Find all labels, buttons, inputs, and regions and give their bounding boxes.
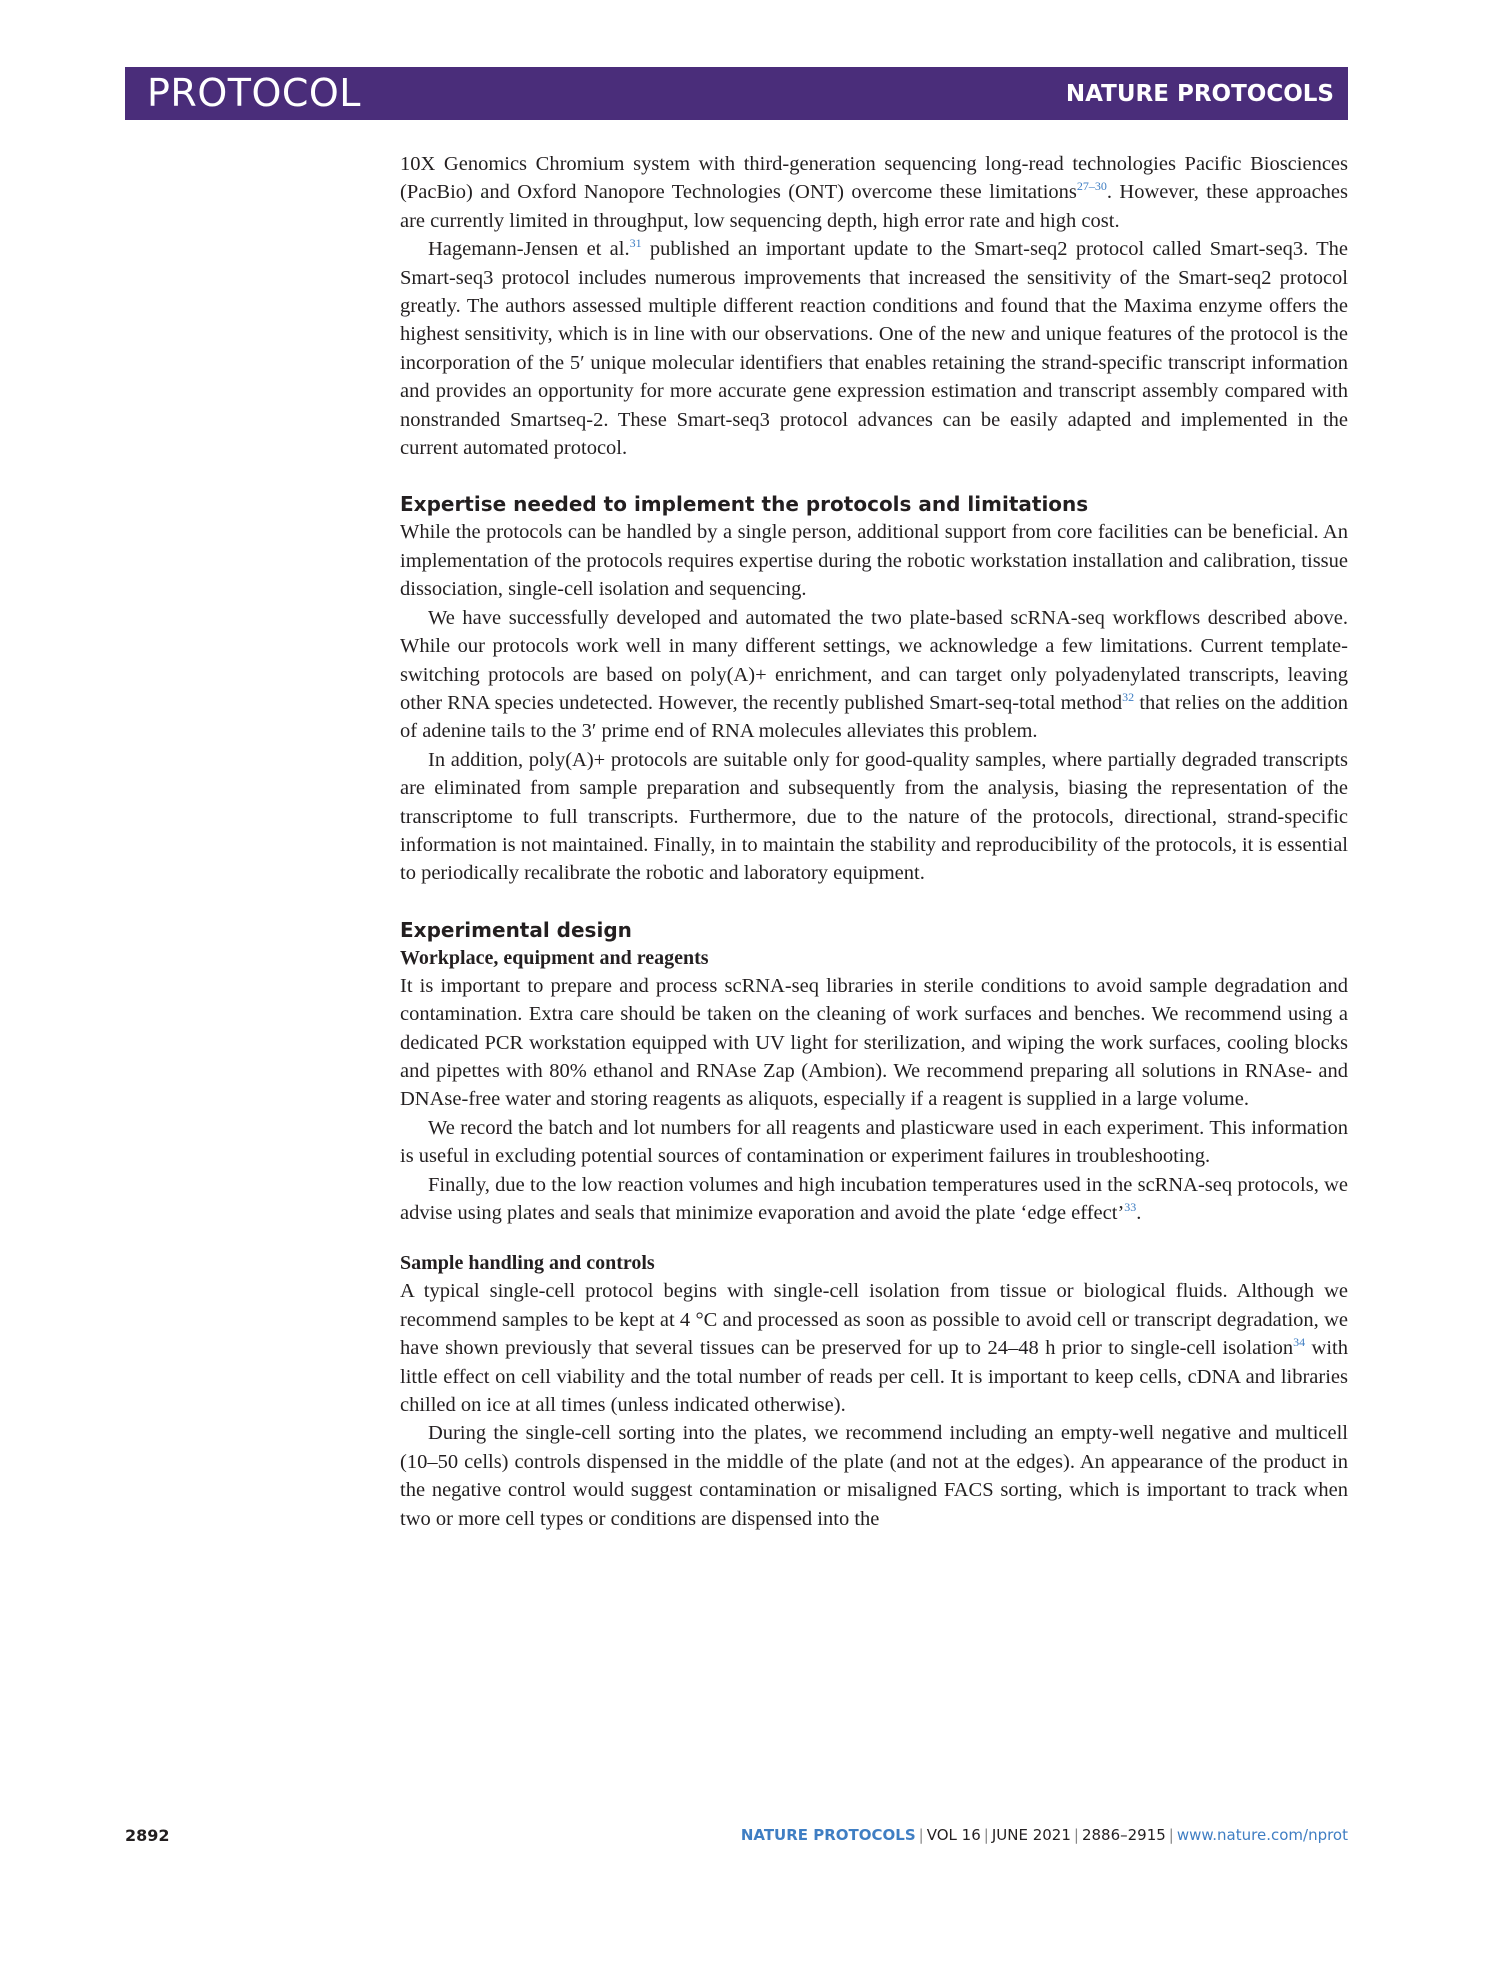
- paragraph-text: .: [1136, 1202, 1142, 1224]
- paragraph-text: published an important update to the Smart-seq2 protocol called Smart-seq3. The Smart-seq3 protocol includes numerous improvements that increased the sensitivity of the Smart-seq2 protocol greatly. The authors assessed multiple different reaction conditions and found that the Maxima enzyme offers the highest sensitivity, which is in line with our observations. One of the new and unique features of the protocol is the incorporation of the 5′ unique molecular identifiers that enables retaining the strand-specific transcript information and provides an opportunity for more accurate gene expression estimation and transcript assembly compared with nonstranded Smartseq-2. These Smart-seq3 protocol advances can be easily adapted and implemented in the current automated protocol.: [400, 238, 1348, 460]
- paragraph-text: . However, these approaches are currently limited in throughput, low sequencing depth, high error rate and high cost.: [400, 181, 1348, 232]
- paragraph: [400, 150, 1348, 235]
- article-body: [400, 150, 1348, 1533]
- paragraph: It is important to prepare and process scRNA-seq libraries in sterile conditions to avoid sample degradation and contamination. Extra care should be taken on the cleaning of work surfaces and benches. We recommend using a dedicated PCR workstation equipped with UV light for sterilization, and wiping the work surfaces, cooling blocks and pipettes with 80% ethanol and RNAse Zap (Ambion). We recommend preparing all solutions in RNAse- and DNAse-free water and storing reagents as aliquots, especially if a reagent is supplied in a large volume.: [400, 974, 1348, 1111]
- journal-url-link[interactable]: www.nature.com/nprot: [1176, 1826, 1348, 1844]
- subsection-heading: Sample handling and controls: [400, 1252, 655, 1275]
- footer-volume: VOL 16: [926, 1826, 981, 1844]
- section-heading: Experimental design: [400, 917, 632, 942]
- paragraph: During the single-cell sorting into the plates, we recommend including an empty-well negative and multicell (10–50 cells) controls dispensed in the middle of the plate (and not at the edges). An appearance of the product in the negative control would suggest contamination or misaligned FACS sorting, which is important to track when two or more cell types or conditions are dispensed into the: [400, 1422, 1348, 1530]
- citation-link[interactable]: 27–30: [1076, 179, 1107, 194]
- paragraph: [400, 604, 1348, 746]
- paragraph: [400, 235, 1348, 462]
- paragraph: We record the batch and lot numbers for all reagents and plasticware used in each experiment. This information is useful in excluding potential sources of contamination or experiment failures in troubleshooting.: [400, 1116, 1348, 1168]
- footer-citation: NATURE PROTOCOLS | VOL 16 | JUNE 2021 | 2886–2915 | www.nature.com/nprot: [740, 1826, 1348, 1844]
- paragraph: While the protocols can be handled by a single person, additional support from core facilities can be beneficial. An implementation of the protocols requires expertise during the robotic workstation installation and calibration, tissue dissociation, single-cell isolation and sequencing.: [400, 521, 1348, 601]
- citation-link[interactable]: 33: [1124, 1200, 1137, 1215]
- paragraph-text: that relies on the addition of adenine tails to the 3′ prime end of RNA molecules alleviates this problem.: [400, 691, 1348, 743]
- paragraph-text: We have successfully developed and automated the two plate-based scRNA-seq workflows described above. While our protocols work well in many different settings, we acknowledge a few limitations. Current template-switching protocols are based on poly(A)+ enrichment, and can target only polyadenylated transcripts, leaving other RNA species undetected. However, the recently published Smart-seq-total method: [400, 606, 1348, 714]
- paragraph-text: Hagemann-Jensen et al.: [428, 238, 630, 261]
- footer-journal: NATURE PROTOCOLS: [740, 1826, 916, 1844]
- footer-pages: 2886–2915: [1081, 1826, 1166, 1844]
- header-bar: [125, 67, 1348, 120]
- section-heading: Expertise needed to implement the protocols and limitations: [400, 492, 1089, 517]
- subsection-heading: Workplace, equipment and reagents: [400, 946, 709, 969]
- paragraph-text: A typical single-cell protocol begins with single-cell isolation from tissue or biological fluids. Although we recommend samples to be kept at 4 °C and processed as soon as possible to avoid cell or transcript degradation, we have shown previously that several tissues can be preserved for up to 24–48 h prior to single-cell isolation: [400, 1280, 1348, 1360]
- citation-link[interactable]: 32: [1122, 690, 1135, 705]
- journal-label: NATURE PROTOCOLS: [1065, 81, 1334, 107]
- section-label: PROTOCOL: [147, 71, 361, 115]
- paragraph-text: with little effect on cell viability and the total number of reads per cell. It is important to keep cells, cDNA and libraries chilled on ice at all times (unless indicated otherwise).: [400, 1337, 1348, 1417]
- footer-date: JUNE 2021: [991, 1826, 1071, 1844]
- paragraph-text: Finally, due to the low reaction volumes and high incubation temperatures used in the scRNA-seq protocols, we advise using plates and seals that minimize evaporation and avoid the plate ‘edge effect’: [400, 1173, 1348, 1224]
- citation-link[interactable]: 34: [1293, 1335, 1306, 1350]
- citation-link[interactable]: 31: [629, 236, 642, 251]
- paragraph-text: 10X Genomics Chromium system with third-generation sequencing long-read technologies Pacific Biosciences (PacBio) and Oxford Nanopore Technologies (ONT) overcome these limitations: [400, 153, 1348, 204]
- paragraph: [400, 1277, 1348, 1419]
- paragraph: In addition, poly(A)+ protocols are suitable only for good-quality samples, where partially degraded transcripts are eliminated from sample preparation and subsequently from the analysis, biasing the representation of the transcriptome to full transcripts. Furthermore, due to the nature of the protocols, directional, strand-specific information is not maintained. Finally, in to maintain the stability and reproducibility of the protocols, it is essential to periodically recalibrate the robotic and laboratory equipment.: [400, 748, 1348, 885]
- paragraph: [400, 1171, 1348, 1228]
- page-number: 2892: [125, 1826, 170, 1845]
